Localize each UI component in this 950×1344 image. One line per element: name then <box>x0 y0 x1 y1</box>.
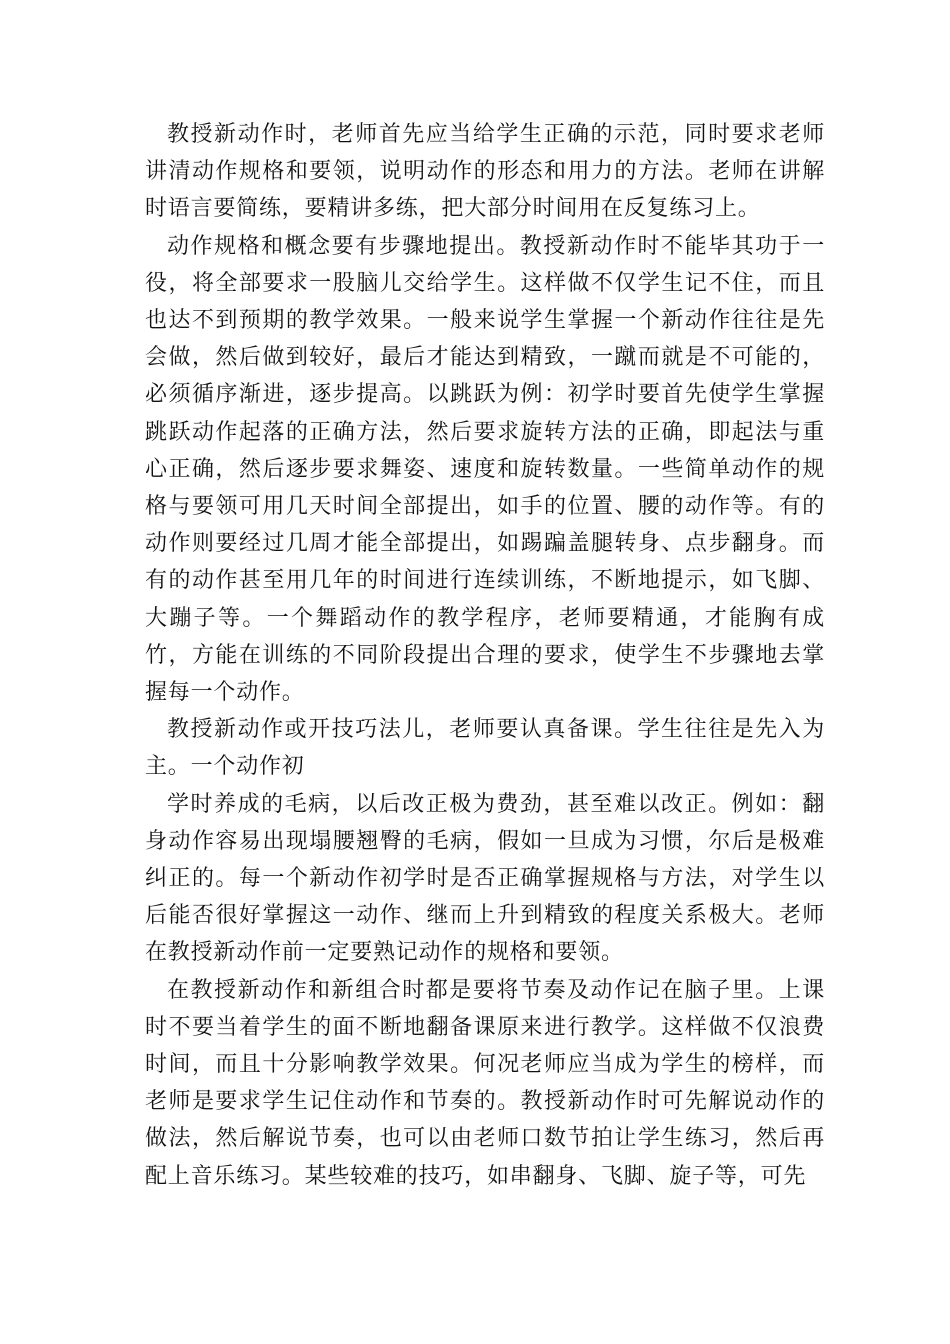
paragraph-3: 教授新动作或开技巧法儿，老师要认真备课。学生往往是先入为主。一个动作初 <box>145 717 825 780</box>
paragraph-2: 动作规格和概念要有步骤地提出。教授新动作时不能毕其功于一役，将全部要求一股脑儿交给学生。这样做不仅学生记不住，而且也达不到预期的教学效果。一般来说学生掌握一个新动作往往是先会做，然后做到较好，最后才能达到精致，一蹴而就是不可能的，必须循序渐进，逐步提高。以跳跃为例：初学时要首先使学生掌握跳跃动作起落的正确方法，然后要求旋转方法的正确，即起法与重心正确，然后逐步要求舞姿、速度和旋转数量。一些简单动作的规格与要领可用几天时间全部提出，如手的位置、腰的动作等。有的动作则要经过几周才能全部提出，如踢蹁盖腿转身、点步翻身。而有的动作甚至用几年的时间进行连续训练，不断地提示，如飞脚、大蹦子等。一个舞蹈动作的教学程序，老师要精通，才能胸有成竹，方能在训练的不同阶段提出合理的要求，使学生不步骤地去掌握每一个动作。 <box>145 233 825 706</box>
paragraph-4: 学时养成的毛病，以后改正极为费劲，甚至难以改正。例如：翻身动作容易出现塌腰翘臀的毛病，假如一旦成为习惯，尔后是极难纠正的。每一个新动作初学时是否正确掌握规格与方法，对学生以后能否很好掌握这一动作、继而上升到精致的程度关系极大。老师在教授新动作前一定要熟记动作的规格和要领。 <box>145 791 825 966</box>
document-body <box>145 116 825 1195</box>
paragraph-5: 在教授新动作和新组合时都是要将节奏及动作记在脑子里。上课时不要当着学生的面不断地翻备课原来进行教学。这样做不仅浪费时间，而且十分影响教学效果。何况老师应当成为学生的榜样，而老师是要求学生记住动作和节奏的。教授新动作时可先解说动作的做法，然后解说节奏，也可以由老师口数节拍让学生练习，然后再配上音乐练习。某些较难的技巧，如串翻身、飞脚、旋子等，可先 <box>145 977 825 1189</box>
paragraph-1: 教授新动作时，老师首先应当给学生正确的示范，同时要求老师讲清动作规格和要领，说明动作的形态和用力的方法。老师在讲解时语言要简练，要精讲多练，把大部分时间用在反复练习上。 <box>145 122 825 222</box>
